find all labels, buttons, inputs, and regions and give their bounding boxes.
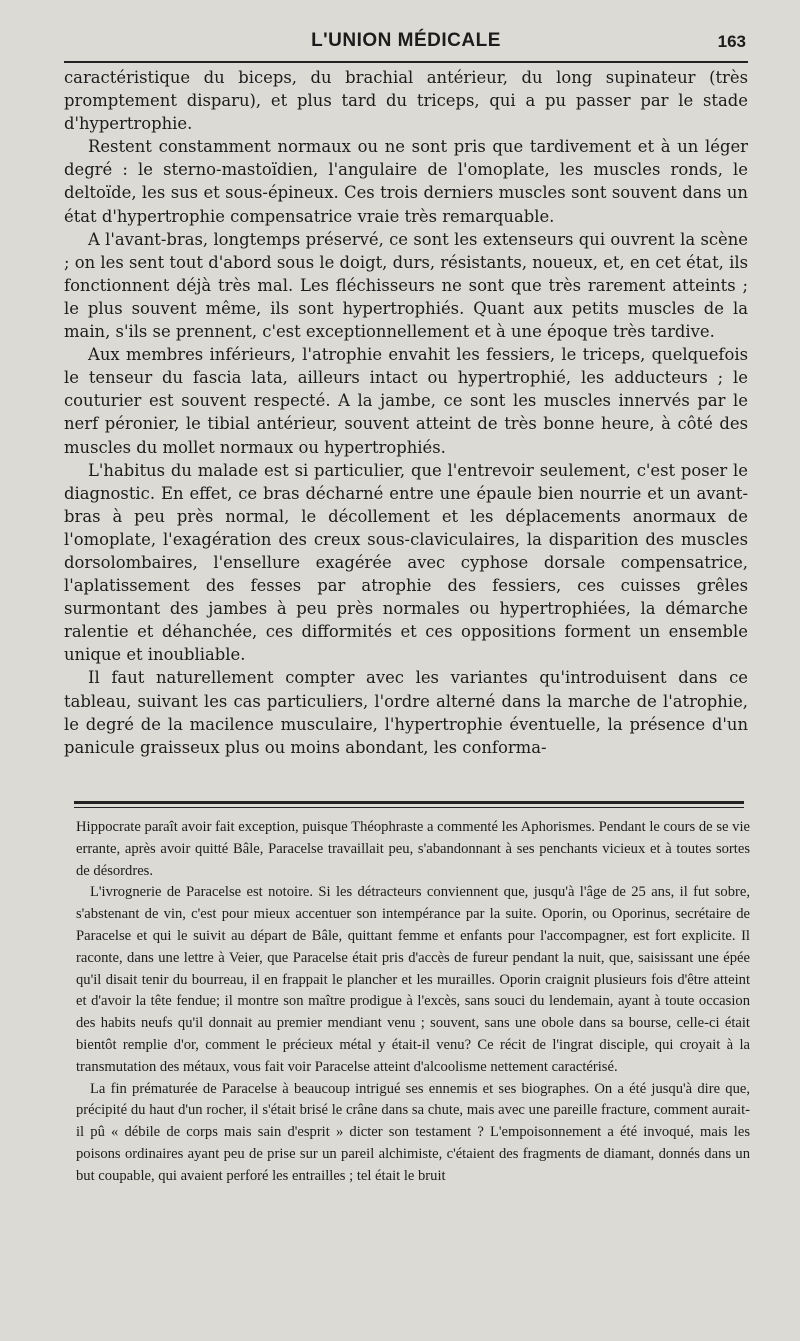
main-paragraph: Aux membres inférieurs, l'atrophie envahit les fessiers, le triceps, quelquefois le tenseur du fascia lata, ailleurs intact ou hypertrophié, les adducteurs ; le couturier est souvent respecté. A la jambe, ce sont les muscles innervés par le nerf péronier, le tibial antérieur, souvent atteint de très bonne heure, à côté des muscles du mollet normaux ou hypertrophiés. <box>64 345 748 457</box>
running-header <box>64 28 748 60</box>
footnotes <box>76 817 750 1188</box>
page-number: 163 <box>717 32 746 51</box>
header-rule <box>64 61 748 63</box>
main-paragraph: L'habitus du malade est si particulier, que l'entrevoir seulement, c'est poser le diagnostic. En effet, ce bras décharné entre une épaule bien nourrie et un avant-bras à peu près normal, le décollement et les déplacements anormaux de l'omoplate, l'exagération des creux sous-claviculaires, la disparition des muscles dorsolombaires, l'ensellure exagérée avec cyphose dorsale compensatrice, l'aplatissement des fesses par atrophie des fessiers, ces cuisses grêles surmontant des jambes à peu près normales ou hypertrophiées, la démarche ralentie et déhanchée, ces difformités et ces oppositions forment un ensemble unique et inoubliable. <box>64 460 748 665</box>
main-paragraph: Restent constamment normaux ou ne sont pris que tardivement et à un léger degré : le sterno-mastoïdien, l'angulaire de l'omoplate, les muscles ronds, le deltoïde, les sus et sous-épineux. Ces trois derniers muscles sont souvent dans un état d'hypertrophie compensatrice vraie très remarquable. <box>64 137 748 226</box>
footnote-paragraph: Hippocrate paraît avoir fait exception, puisque Théophraste a commenté les Aphorismes. Pendant le cours de se vie errante, après avoir quitté Bâle, Paracelse travaillait peu, s'abandonnant à ses penchants vicieux et à toutes sortes de désordres. <box>76 819 750 879</box>
main-text <box>64 66 748 759</box>
footnote-paragraph: La fin prématurée de Paracelse à beaucoup intrigué ses ennemis et ses biographes. On a été jusqu'à dire que, précipité du haut d'un rocher, il s'était brisé le crâne dans sa chute, mais avec une pareille fracture, comment aurait-il pû « débile de corps mais sain d'esprit » dicter son testament ? L'empoisonnement a été invoqué, mais les poisons ordinaires ayant peu de prise sur un pareil alchimiste, c'étaient des fragments de diamant, donnés dans un but coupable, qui avaient perforé les entrailles ; tel était le bruit <box>76 1080 750 1184</box>
main-paragraph: A l'avant-bras, longtemps préservé, ce sont les extenseurs qui ouvrent la scène ; on les sent tout d'abord sous le doigt, durs, résistants, noueux, et, en cet état, ils fonctionnent déjà très mal. Les fléchisseurs ne sont que très rarement atteints ; le plus souvent même, ils sont hypertrophiés. Quant aux petits muscles de la main, s'ils se prennent, c'est exceptionnellement et à une époque très tardive. <box>64 229 748 342</box>
main-paragraph: caractéristique du biceps, du brachial antérieur, du long supinateur (très promptement disparu), et plus tard du triceps, qui a pu passer par le stade d'hypertrophie. <box>64 68 748 134</box>
footnote-paragraph: L'ivrognerie de Paracelse est notoire. Si les détracteurs conviennent que, jusqu'à l'âge de 25 ans, il fut sobre, s'abstenant de vin, c'est pour mieux accentuer son intempérance par la suite. Oporin, ou Oporinus, secrétaire de Paracelse et qui le suivit au départ de Bâle, quittant femme et enfants pour l'accompagner, est fort explicite. Il raconte, dans une lettre à Veier, que Paracelse était pris d'accès de fureur pendant la nuit, que, saisissant une épée qu'il disait tenir du bourreau, il en frappait le plancher et les murailles. Oporin craignit plusieurs fois d'être atteint et d'avoir la tête fendue; il montre son maître prodigue à l'excès, sans souci du lendemain, ayant à toute occasion des habits neufs qu'il donnait au premier mendiant venu ; souvent, sans une obole dans sa bourse, celle-ci était bientôt remplie d'or, comment le précieux métal y était-il venu? Ce récit de l'ingrat disciple, qui croyait à la transmutation des métaux, vous fait voir Paracelse atteint d'alcoolisme nettement caractérisé. <box>76 884 750 1075</box>
main-paragraph: Il faut naturellement compter avec les variantes qu'introduisent dans ce tableau, suivant les cas particuliers, l'ordre alterné dans la marche de l'atrophie, le degré de la macilence musculaire, l'hypertrophie éventuelle, la présence d'un panicule graisseux plus ou moins abondant, les conforma- <box>64 668 748 757</box>
footnote-rule-thin <box>74 807 744 808</box>
footnote-rule <box>74 801 744 804</box>
journal-title: L'UNION MÉDICALE <box>311 30 501 51</box>
